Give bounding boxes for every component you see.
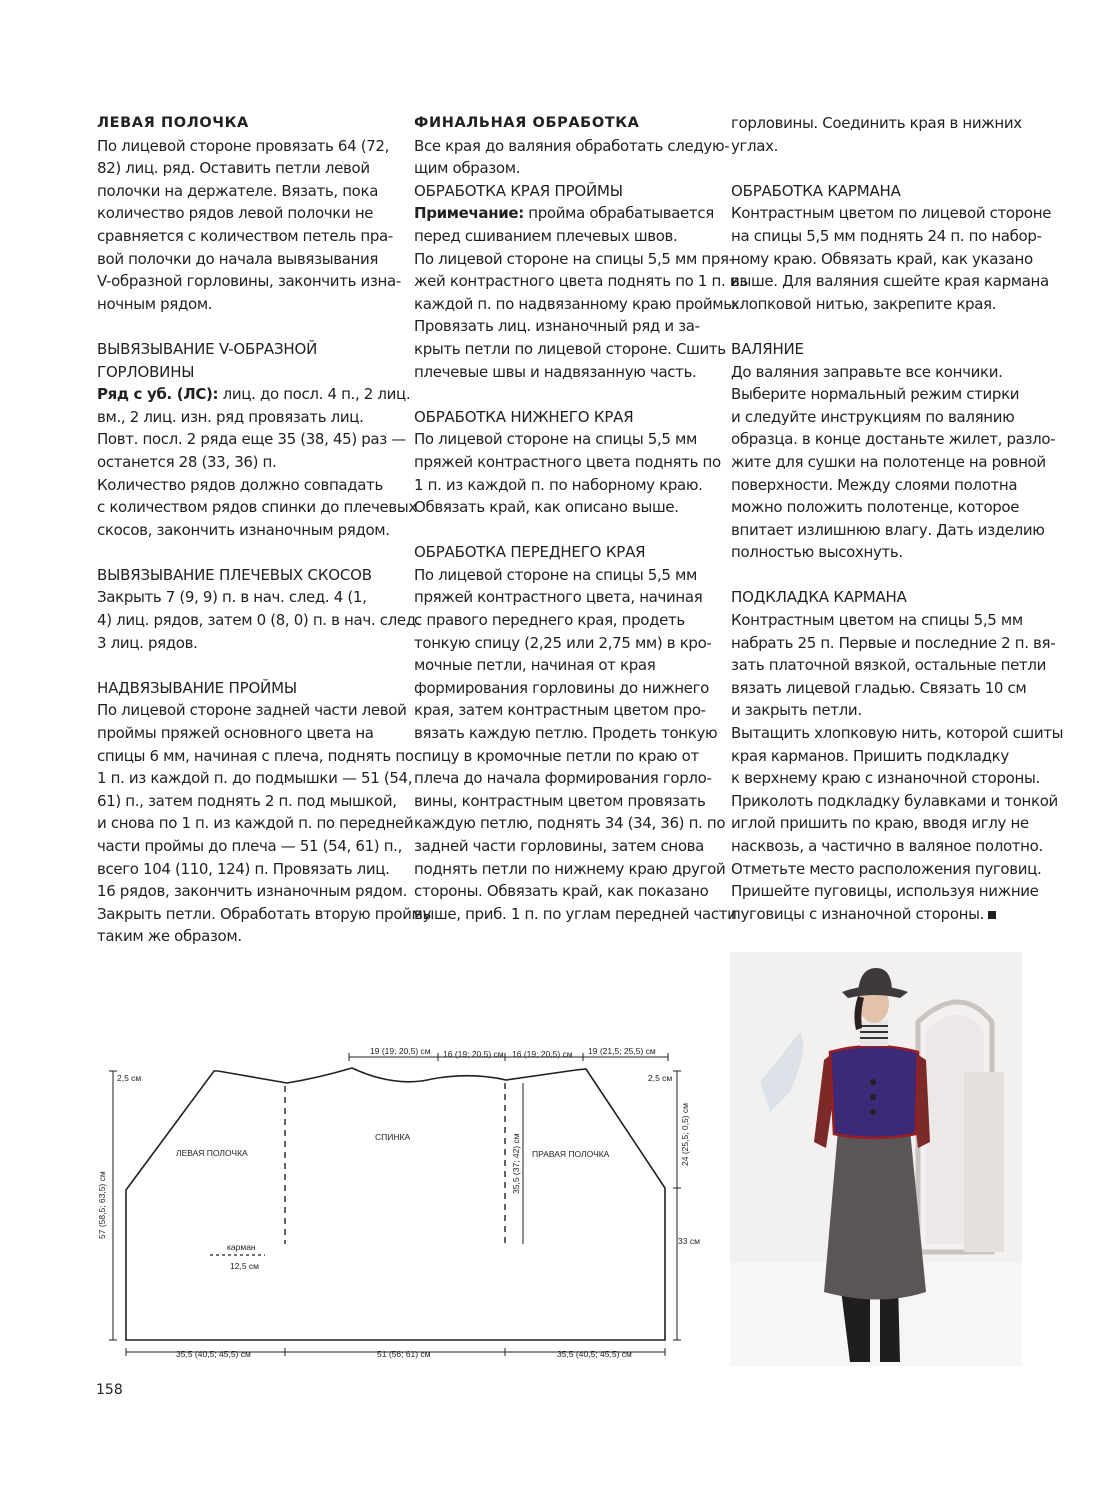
text-line: щим образом. [414,159,521,178]
text-line: проймы пряжей основного цвета на [97,724,374,743]
label-left-front: ЛЕВАЯ ПОЛОЧКА [176,1148,248,1158]
text-line: стороны. Обвязать край, как показано [414,882,709,901]
section-left-front [97,112,401,315]
text-line: Повт. посл. 2 ряда еще 35 (38, 45) раз — [97,430,406,449]
text-fragment: пройма обрабатывается [523,204,714,223]
dim-left-top: 2,5 см [117,1073,142,1083]
section-pocket-lining [731,586,1064,925]
text-fragment: пуговицы с изнаночной стороны. [731,904,985,923]
text-line: всего 104 (110, 124) п. Провязать лиц. [97,859,390,878]
section-armhole-edge [414,180,747,383]
section-armhole [97,677,432,948]
text-line: зать платочной вязкой, остальные петли [731,656,1046,675]
section-felting [731,338,1056,564]
section-title: ОБРАБОТКА ПЕРЕДНЕГО КРАЯ [414,543,646,562]
text-line: ному краю. Обвязать край, как указано [731,249,1033,268]
text-line: До валяния заправьте все кончики. [731,362,1003,381]
text-line: каждую петлю, поднять 34 (34, 36) п. по [414,814,726,833]
text-line: с правого переднего края, продеть [414,611,685,630]
column-1 [97,112,432,971]
text-line: жите для сушки на полотенце на ровной [731,452,1046,471]
dim-bottom-3: 35,5 (40,5; 45,5) см [557,1349,632,1359]
text-line: Закрыть петли. Обработать вторую пройму [97,904,432,923]
text-line: ночным рядом. [97,294,213,313]
text-line: и снова по 1 п. из каждой п. по передней [97,814,414,833]
dim-left-height: 57 (58,5; 63,5) см [97,1171,107,1239]
text-line: с количеством рядов спинки до плечевых [97,498,417,517]
text-line: хлопковой нитью, закрепите края. [731,294,997,313]
text-line: полочки на держателе. Вязать, пока [97,181,379,200]
dim-bottom-2: 51 (56; 61) см [377,1349,431,1359]
text-line: 82) лиц. ряд. Оставить петли левой [97,159,370,178]
text-line: Провязать лиц. изнаночный ряд и за- [414,317,700,336]
section-title: ОБРАБОТКА НИЖНЕГО КРАЯ [414,407,634,426]
text-line: По лицевой стороне провязать 64 (72, [97,136,390,155]
text-line: и следуйте инструкциям по валянию [731,407,1015,426]
text-line: спицу в кромочные петли по краю от [414,746,699,765]
label-right-front: ПРАВАЯ ПОЛОЧКА [532,1149,610,1159]
section-finishing [414,112,730,180]
text-line: плечевые швы и надвязанную часть. [414,362,697,381]
vest-schematic-diagram [90,1040,710,1370]
text-line: Обвязать край, как описано выше. [414,498,679,517]
text-line: вязать лицевой гладью. Связать 10 см [731,678,1027,697]
text-line: Отметьте место расположения пуговиц. [731,859,1042,878]
text-line: вм., 2 лиц. изн. ряд провязать лиц. [97,407,364,426]
text-line: поверхности. Между слоями полотна [731,475,1018,494]
text-line [97,383,411,406]
text-line: вины, контрастным цветом провязать [414,791,706,810]
bold-term: Примечание: [414,204,524,223]
section-title: ВЫВЯЗЫВАНИЕ V-ОБРАЗНОЙ ГОРЛОВИНЫ [97,339,318,381]
text-line: Контрастным цветом по лицевой стороне [731,204,1052,223]
section-title: ПОДКЛАДКА КАРМАНА [731,588,907,607]
text-line: каждой п. по надвязанному краю проймы. [414,294,740,313]
text-line: 61) п., затем поднять 2 п. под мышкой, [97,791,397,810]
column-2 [414,112,747,948]
text-line: вязать каждую петлю. Продеть тонкую [414,724,718,743]
text-line: выше, приб. 1 п. по углам передней части [414,904,737,923]
section-bottom-edge [414,406,721,519]
text-line: сравняется с количеством петель пра- [97,226,393,245]
section-front-edge [414,541,737,925]
text-line: Закрыть 7 (9, 9) п. в нач. след. 4 (1, [97,588,367,607]
text-line: По лицевой стороне на спицы 5,5 мм [414,430,697,449]
text-line: Все края до валяния обработать следую- [414,136,730,155]
left-front-text [97,135,401,316]
text-line: на спицы 5,5 мм поднять 24 п. по набор- [731,226,1042,245]
text-line: задней части горловины, затем снова [414,837,704,855]
text-line: набрать 25 п. Первые и последние 2 п. вя- [731,633,1056,652]
section-shoulder [97,564,421,654]
text-line [731,903,1031,926]
section-title: ОБРАБОТКА КРАЯ ПРОЙМЫ [414,181,623,200]
text-line: Выберите нормальный режим стирки [731,385,1020,404]
text-line [414,202,714,225]
text-line: плеча до начала формирования горло- [414,769,712,788]
text-line: 3 лиц. рядов. [97,633,198,652]
text-line: тонкую спицу (2,25 или 2,75 мм) в кро- [414,633,712,652]
text-line: полностью высохнуть. [731,543,903,562]
pocket-width: 12,5 см [230,1261,259,1271]
text-line: Пришейте пуговицы, используя нижние [731,882,1039,901]
text-line: 4) лиц. рядов, затем 0 (8, 0) п. в нач. след. [97,611,421,630]
dim-right-armhole: 24 (25,5; 0,5) см [680,1102,690,1166]
dim-top-1: 19 (19; 20,5) см [370,1046,431,1056]
text-line: края, затем контрастным цветом про- [414,701,706,720]
text-line: жей контрастного цвета поднять по 1 п. из [414,272,747,291]
pocket-label: карман [227,1242,256,1252]
section-continuation [731,112,1031,157]
section-title: ФИНАЛЬНАЯ ОБРАБОТКА [414,115,640,131]
dim-top-4: 19 (21,5; 25,5) см [588,1046,656,1056]
text-line: V-образной горловины, закончить изна- [97,272,401,291]
dim-right-top: 2,5 см [648,1073,673,1083]
model-photo-illustration [730,952,1022,1366]
section-title: ВАЛЯНИЕ [731,339,804,358]
text-line: Вытащить хлопковую нить, которой сшиты [731,724,1064,743]
section-vneck [97,338,417,541]
dim-center-depth: 35,5 (37; 42) см [511,1133,521,1194]
text-line: горловины. Соединить края в нижних [731,114,1022,132]
text-line: мочные петли, начиная от края [414,656,656,675]
text-line: По лицевой стороне на спицы 5,5 мм пря- [414,249,734,268]
text-line: поднять петли по нижнему краю другой [414,859,726,878]
text-line: По лицевой стороне задней части левой [97,701,407,720]
text-line: скосов, закончить изнаночным рядом. [97,520,390,539]
model-photo [730,952,1022,1366]
section-title: ЛЕВАЯ ПОЛОЧКА [97,115,249,131]
text-line: к верхнему краю с изнаночной стороны. [731,769,1040,788]
text-line: насквозь, а частично в валяное полотно. [731,837,1043,855]
text-line: Контрастным цветом на спицы 5,5 мм [731,611,1023,630]
section-pocket-edge [731,180,1052,316]
text-line: Приколоть подкладку булавками и тонкой [731,791,1058,810]
text-line: выше. Для валяния сшейте края кармана [731,272,1049,291]
text-line: спицы 6 мм, начиная с плеча, поднять по [97,746,414,765]
section-title: НАДВЯЗЫВАНИЕ ПРОЙМЫ [97,678,297,697]
bold-term: Ряд с уб. (ЛС): [97,385,219,404]
section-title: ОБРАБОТКА КАРМАНА [731,181,901,200]
text-line: перед сшиванием плечевых швов. [414,226,678,245]
dim-bottom-1: 35,5 (40,5; 45,5) см [176,1349,251,1359]
text-fragment: лиц. до посл. 4 п., 2 лиц. [218,385,411,404]
text-line: 1 п. из каждой п. по наборному краю. [414,475,703,494]
dim-top-3: 16 (19; 20,5) см [512,1049,573,1059]
label-back: СПИНКА [375,1132,411,1142]
text-line: крыть петли по лицевой стороне. Сшить [414,339,726,358]
text-line: формирования горловины до нижнего [414,678,709,697]
text-line: впитает излишнюю влагу. Дать изделию [731,520,1045,539]
text-line: части проймы до плеча — 51 (54, 61) п., [97,837,402,855]
column-3 [731,112,1064,948]
text-line: количество рядов левой полочки не [97,204,374,223]
text-line: пряжей контрастного цвета поднять по [414,452,721,471]
text-line: останется 28 (33, 36) п. [97,452,277,471]
text-line: таким же образом. [97,927,242,946]
section-title: ВЫВЯЗЫВАНИЕ ПЛЕЧЕВЫХ СКОСОВ [97,565,372,584]
end-mark-icon [988,911,996,919]
text-line: образца. в конце достаньте жилет, разло- [731,430,1056,449]
text-line: иглой пришить по краю, вводя иглу не [731,814,1029,833]
text-line: края карманов. Пришить подкладку [731,746,1009,765]
dim-right-lower: 33 см [678,1236,700,1246]
text-line: пряжей контрастного цвета, начиная [414,588,703,607]
text-line: углах. [731,136,779,155]
text-line: По лицевой стороне на спицы 5,5 мм [414,565,697,584]
page-number: 158 [96,1382,123,1398]
text-line: 1 п. из каждой п. до подмышки — 51 (54, [97,769,413,788]
text-line: можно положить полотенце, которое [731,498,1020,517]
text-line: и закрыть петли. [731,701,862,720]
vest-outline [126,1068,665,1340]
dim-top-2: 16 (19; 20,5) см [443,1049,504,1059]
text-line: вой полочки до начала вывязывания [97,249,379,268]
text-line: 16 рядов, закончить изнаночным рядом. [97,882,408,901]
text-line: Количество рядов должно совпадать [97,475,383,494]
